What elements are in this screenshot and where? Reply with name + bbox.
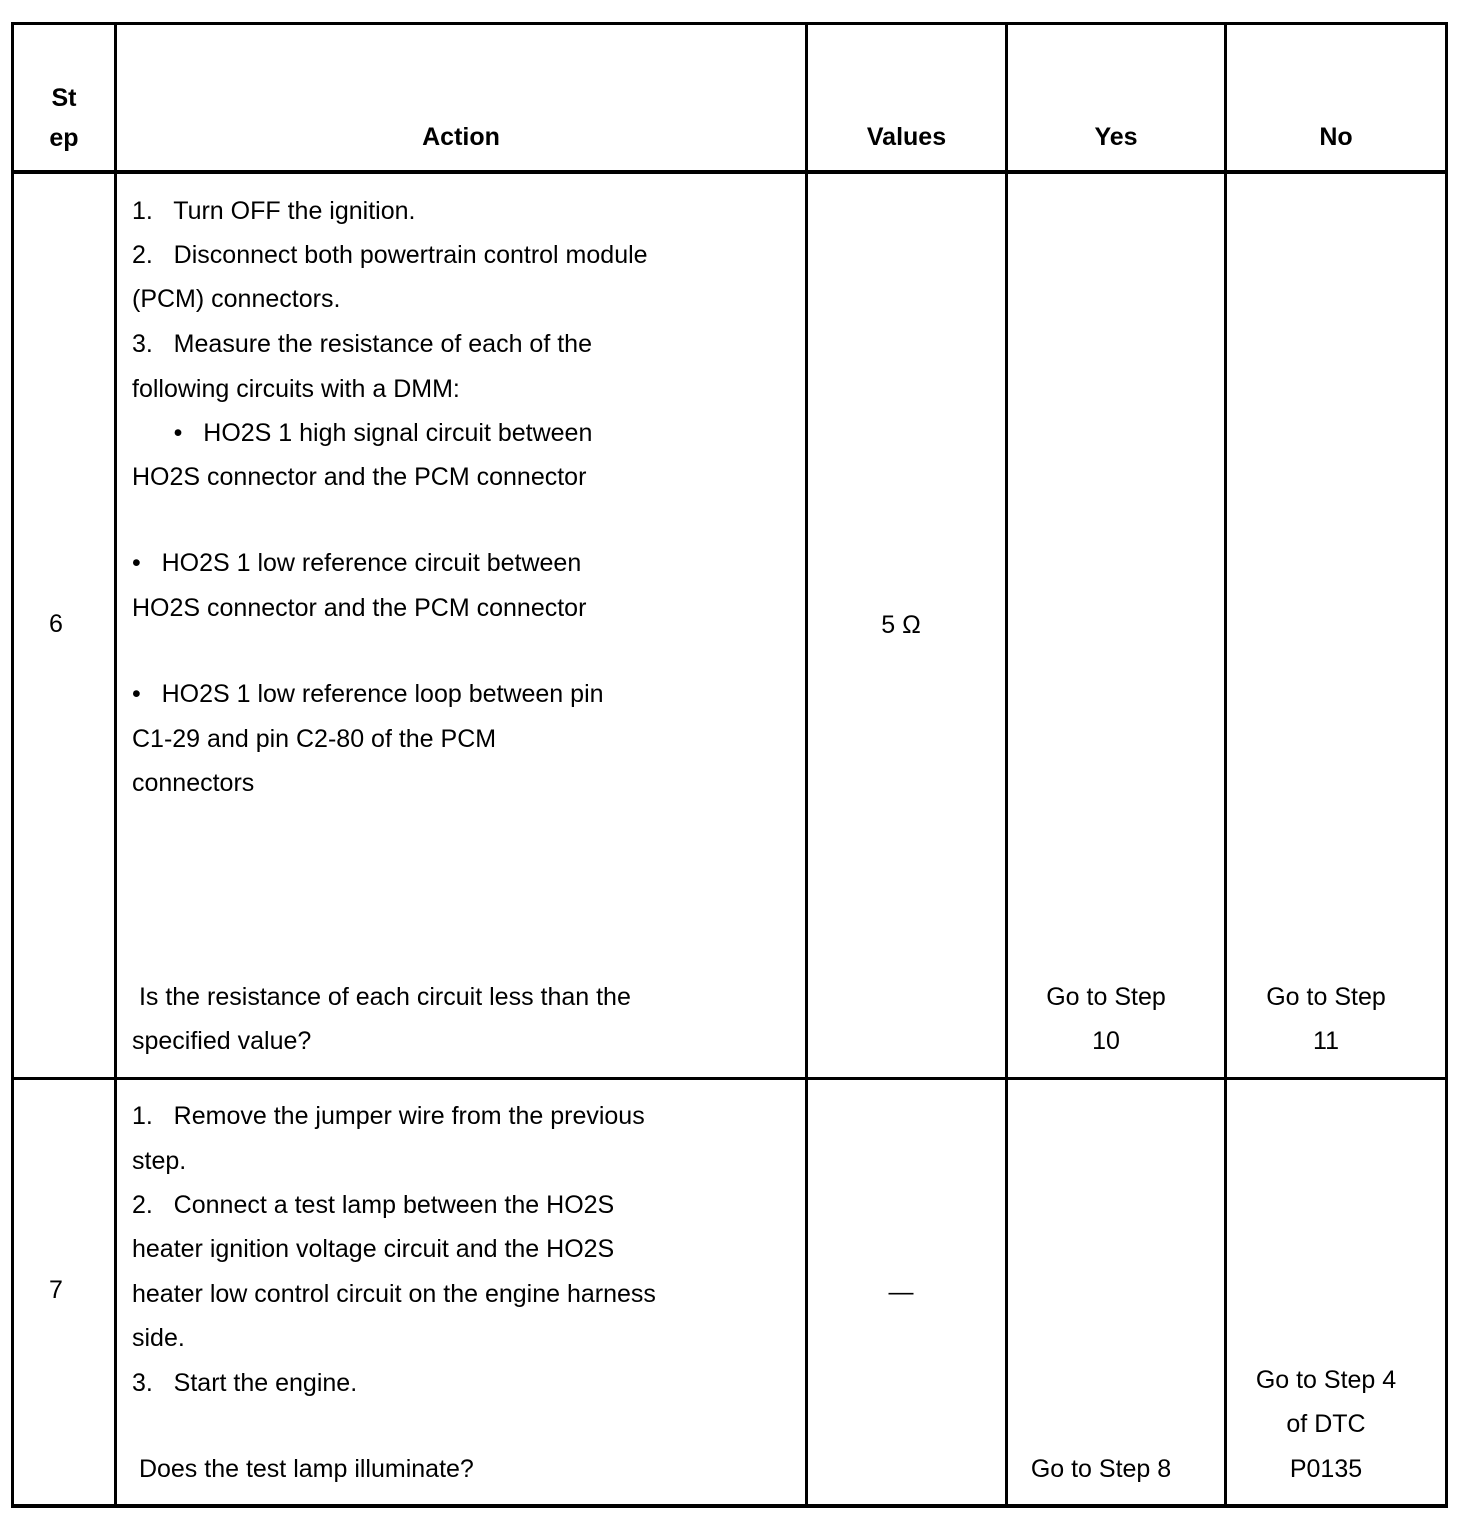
- question-line: Is the resistance of each circuit less than the: [132, 983, 631, 1011]
- action-line: (PCM) connectors.: [132, 285, 341, 313]
- action-line: 3. Start the engine.: [132, 1369, 358, 1397]
- no-line: Go to Step 4: [1255, 1366, 1397, 1394]
- action-line: heater ignition voltage circuit and the HO2S: [132, 1235, 615, 1263]
- action-line: • HO2S 1 low reference circuit between: [132, 549, 582, 577]
- step-number: 6: [49, 610, 63, 638]
- header-yes: Yes: [1094, 123, 1138, 151]
- header-divider: [11, 170, 1448, 174]
- action-line: 2. Disconnect both powertrain control module: [132, 241, 648, 269]
- column-divider: [114, 22, 117, 1508]
- action-line: side.: [132, 1324, 185, 1352]
- table-border-top: [11, 22, 1448, 25]
- table-border-bottom: [11, 1504, 1448, 1508]
- action-line: HO2S connector and the PCM connector: [132, 594, 587, 622]
- action-line: heater low control circuit on the engine harness: [132, 1280, 656, 1308]
- action-line: C1-29 and pin C2-80 of the PCM: [132, 725, 497, 753]
- no-line: P0135: [1289, 1455, 1363, 1483]
- action-line: connectors: [132, 769, 255, 797]
- header-values: Values: [866, 123, 947, 151]
- header-step-line: St: [51, 84, 77, 112]
- question-line: Does the test lamp illuminate?: [132, 1455, 474, 1483]
- no-line: Go to Step: [1266, 983, 1386, 1011]
- action-line: following circuits with a DMM:: [132, 375, 460, 403]
- no-line: 11: [1313, 1027, 1339, 1055]
- yes-line: Go to Step 8: [1030, 1455, 1172, 1483]
- no-line: of DTC: [1286, 1410, 1366, 1438]
- action-line: 2. Connect a test lamp between the HO2S: [132, 1191, 615, 1219]
- action-line: HO2S connector and the PCM connector: [132, 463, 587, 491]
- value-cell: —: [888, 1278, 914, 1306]
- action-line: 3. Measure the resistance of each of the: [132, 330, 592, 358]
- header-step-line: ep: [49, 124, 79, 152]
- action-line: 1. Turn OFF the ignition.: [132, 197, 416, 225]
- header-no: No: [1319, 123, 1353, 151]
- step-number: 7: [49, 1276, 63, 1304]
- action-line: step.: [132, 1147, 187, 1175]
- question-line: specified value?: [132, 1027, 312, 1055]
- header-action: Action: [422, 123, 500, 151]
- row-divider: [11, 1077, 1448, 1080]
- action-line: • HO2S 1 high signal circuit between: [132, 419, 593, 447]
- action-line: 1. Remove the jumper wire from the previous: [132, 1102, 645, 1130]
- action-line: • HO2S 1 low reference loop between pin: [132, 680, 604, 708]
- column-divider: [1005, 22, 1008, 1508]
- yes-line: 10: [1092, 1027, 1120, 1055]
- column-divider: [1224, 22, 1227, 1508]
- yes-line: Go to Step: [1046, 983, 1166, 1011]
- value-cell: 5 Ω: [881, 611, 921, 639]
- table-border-right: [1445, 22, 1448, 1508]
- header-step: [14, 78, 114, 158]
